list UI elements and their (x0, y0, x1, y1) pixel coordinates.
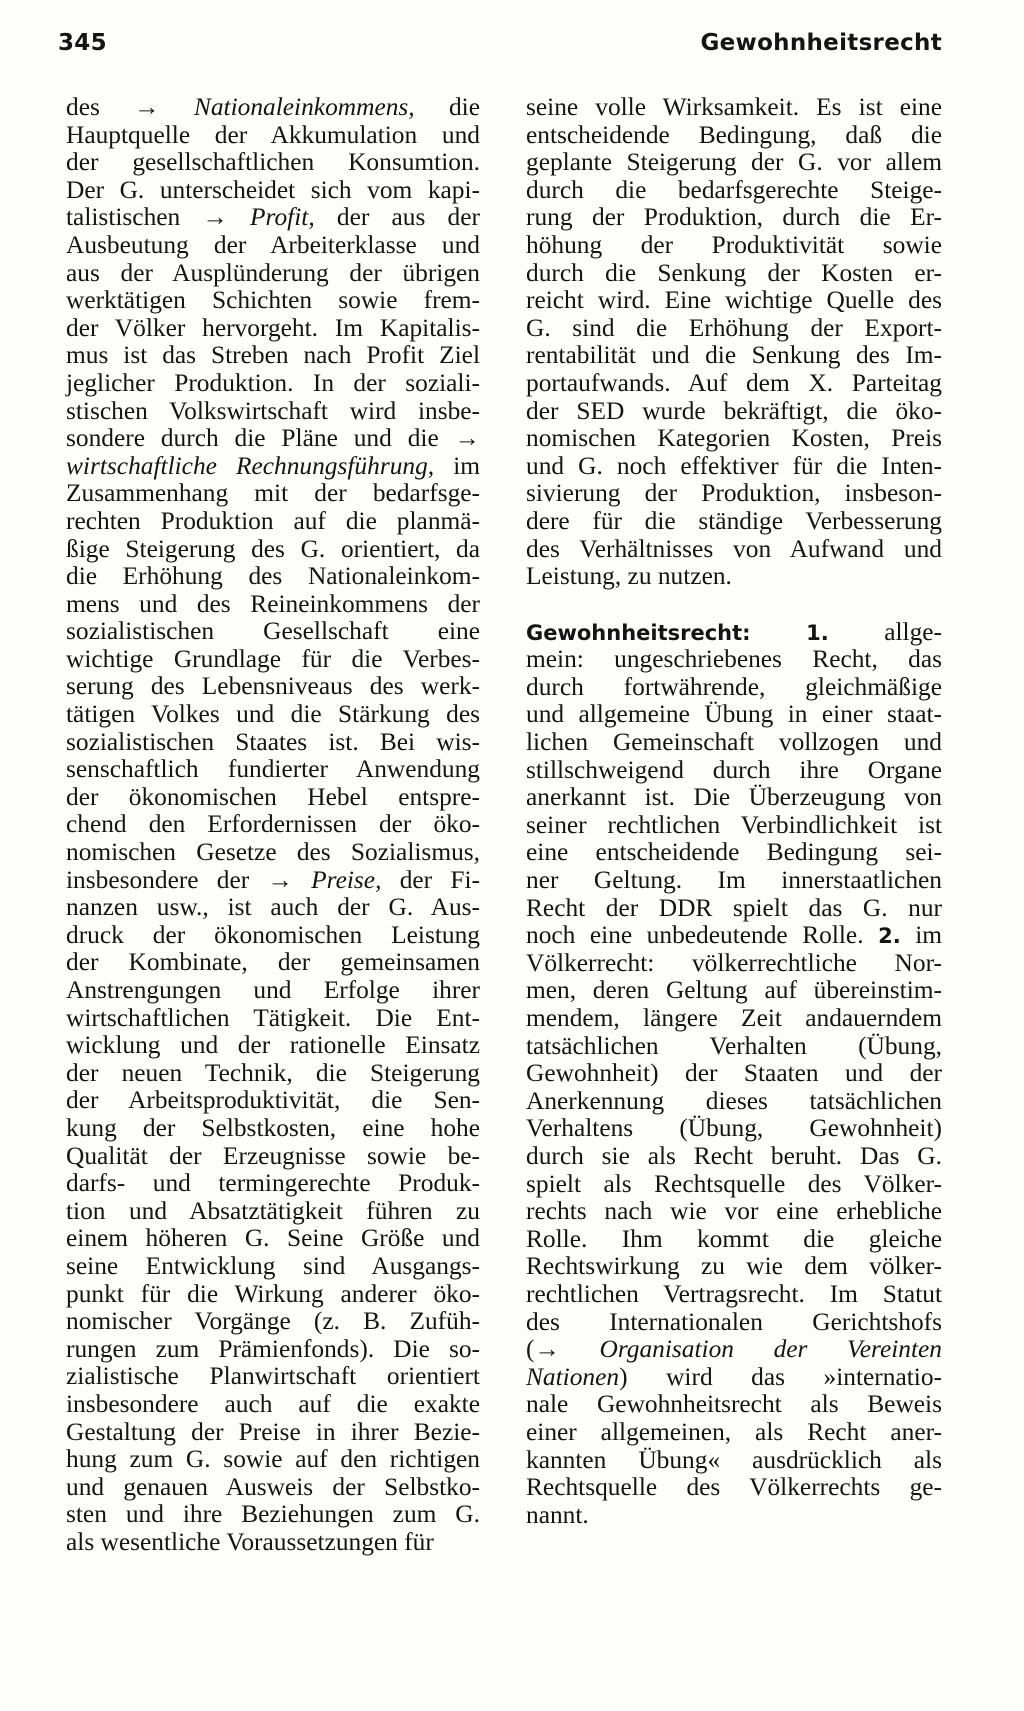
text-run: die Erhöhung des Nationaleinkom- (66, 562, 480, 591)
text-line (526, 1253, 942, 1281)
text-line (66, 618, 480, 646)
text-run: werktätigen Schichten sowie frem- (66, 286, 480, 315)
text-run: des (66, 93, 135, 121)
text-line (526, 1115, 942, 1143)
reference-arrow-icon: → (134, 93, 160, 121)
text-line (66, 453, 480, 481)
text-line (526, 425, 942, 453)
text-line (66, 1363, 480, 1391)
text-run: sivierung der Produktion, insbeson- (526, 479, 942, 508)
text-run: tion und Absatztätigkeit führen zu (66, 1196, 480, 1225)
text-run: jeglicher Produktion. In der soziali- (66, 368, 480, 397)
text-run: eine entscheidende Bedingung sei- (526, 838, 942, 867)
text-run: portaufwands. Auf dem X. Parteitag (526, 368, 942, 397)
text-run: und allgemeine Übung in einer staat- (526, 700, 942, 729)
text-run: Ausbeutung der Arbeiterklasse und (66, 230, 480, 259)
text-line (66, 839, 480, 867)
text-line (66, 756, 480, 784)
text-run (560, 1335, 600, 1363)
text-line (66, 922, 480, 950)
text-line (526, 1391, 942, 1419)
text-run: nanzen usw., ist auch der G. Aus- (66, 893, 480, 922)
text-line (66, 315, 480, 343)
text-run: chend den Erfordernissen der öko- (66, 810, 480, 839)
text-line (66, 784, 480, 812)
text-run: Zusammenhang mit der bedarfsge- (66, 479, 480, 508)
text-line (526, 1336, 942, 1364)
text-run: im (434, 451, 480, 480)
text-run: mendem, längere Zeit andauerndem (526, 1004, 942, 1032)
text-line (526, 1226, 942, 1254)
text-line (66, 1308, 480, 1336)
text-line (66, 370, 480, 398)
text-line (526, 1474, 942, 1502)
text-line (526, 204, 942, 232)
text-run: im (900, 921, 942, 950)
text-line (526, 977, 942, 1005)
text-line (66, 1032, 480, 1060)
text-line (526, 922, 942, 950)
text-line (66, 977, 480, 1005)
reference-arrow-icon: → (454, 424, 480, 453)
text-line (66, 508, 480, 536)
text-line (526, 232, 942, 260)
text-run: durch sie als Recht beruht. Das G. (526, 1141, 942, 1170)
text-run: noch eine unbedeutende Rolle. (526, 921, 879, 950)
text-line (526, 1198, 942, 1226)
text-run: Anerkennung dieses tatsächlichen (526, 1086, 942, 1115)
text-line (526, 757, 942, 785)
text-line (66, 701, 480, 729)
text-line (66, 1474, 480, 1502)
text-run: durch die Senkung der Kosten er- (526, 258, 942, 287)
text-run: sondere durch die Pläne und die (66, 424, 455, 453)
text-run: Anstrengungen und Erfolge ihrer (66, 976, 480, 1004)
text-run: rechts nach wie vor eine erhebliche (526, 1197, 942, 1226)
text-run: allge- (828, 617, 942, 646)
text-line (66, 867, 480, 895)
text-run: ( (526, 1335, 535, 1364)
text-line (66, 122, 480, 150)
text-run: Völkerrecht: völkerrechtliche Nor- (526, 948, 942, 977)
text-line (526, 1060, 942, 1088)
text-run: sozialistischen Staates ist. Bei wis- (66, 727, 480, 756)
text-run: mus ist das Streben nach Profit Ziel (66, 341, 480, 370)
running-head: Gewohnheitsrecht (700, 30, 942, 56)
text-line (66, 1391, 480, 1419)
text-run: insbesondere auch auf die exakte (66, 1389, 480, 1418)
text-run: Rechtswirkung zu wie dem völker- (526, 1252, 942, 1281)
reference-arrow-icon: → (534, 1335, 560, 1364)
text-run: insbesondere der (66, 865, 268, 894)
text-line (526, 701, 942, 729)
text-line (526, 122, 942, 150)
text-line (526, 1502, 942, 1530)
text-line (526, 1447, 942, 1475)
text-run: seine Entwicklung sind Ausgangs- (66, 1251, 480, 1280)
text-run: Verhaltens (Übung, Gewohnheit) (526, 1114, 942, 1143)
text-line (66, 1143, 480, 1171)
text-line (526, 812, 942, 840)
left-column (66, 94, 480, 1556)
text-run: punkt für die Wirkung anderer öko- (66, 1279, 480, 1308)
text-line (66, 1005, 480, 1033)
text-line (66, 1336, 480, 1364)
paragraph-gap (526, 591, 942, 619)
cross-reference: Nationen (526, 1362, 620, 1391)
text-line (66, 260, 480, 288)
text-line (66, 646, 480, 674)
cross-reference: wirtschaftliche Rechnungsführung, (66, 451, 435, 480)
sense-number: 1. (806, 620, 829, 645)
text-line (526, 1419, 942, 1447)
text-run: als wesentliche Voraussetzungen für (66, 1527, 434, 1556)
text-line (526, 342, 942, 370)
text-run: hung zum G. sowie auf den richtigen (66, 1445, 480, 1474)
text-run: wicklung und der rationelle Einsatz (66, 1031, 480, 1060)
text-line (526, 370, 942, 398)
text-run: des Internationalen Gerichtshofs (526, 1307, 942, 1336)
text-line (526, 149, 942, 177)
text-run: nomischen Gesetze des Sozialismus, (66, 838, 480, 867)
text-line (66, 177, 480, 205)
sense-number: 2. (878, 924, 901, 949)
text-run: kannten Übung« ausdrücklich als (526, 1445, 942, 1474)
text-run: höhung der Produktivität sowie (526, 230, 942, 259)
text-run: men, deren Geltung auf übereinstim- (526, 976, 942, 1005)
text-run: des Verhältnisses von Aufwand und (526, 534, 942, 563)
text-line (66, 149, 480, 177)
text-run: spielt als Rechtsquelle des Völker- (526, 1169, 942, 1198)
text-line (526, 1143, 942, 1171)
page-header (58, 30, 942, 64)
text-run: ner Geltung. Im innerstaatlichen (526, 866, 942, 895)
text-line (66, 1198, 480, 1226)
text-line (526, 867, 942, 895)
text-line (526, 480, 942, 508)
text-run: einer allgemeinen, als Recht aner- (526, 1417, 942, 1446)
text-line (526, 1281, 942, 1309)
text-run: geplante Steigerung der G. vor allem (526, 148, 942, 177)
text-run: Gestaltung der Preise in ihrer Bezie- (66, 1417, 480, 1446)
text-line (526, 895, 942, 923)
text-run: Qualität der Erzeugnisse sowie be- (66, 1141, 480, 1170)
text-run: serung des Lebensniveaus des werk- (66, 672, 480, 701)
text-line (526, 398, 942, 426)
right-column (526, 94, 942, 1529)
text-run: reicht wird. Eine wichtige Quelle des (526, 286, 942, 315)
text-run: rentabilität und die Senkung des Im- (526, 341, 942, 370)
text-run: Der G. unterscheidet sich vom kapi- (66, 175, 480, 204)
text-run: der Arbeitsproduktivität, die Sen- (66, 1086, 480, 1115)
text-run: mens und des Reineinkommens der (66, 589, 480, 618)
text-line (526, 619, 942, 647)
text-run (751, 618, 807, 646)
text-line (66, 94, 480, 122)
text-line (526, 1364, 942, 1392)
text-line (66, 1281, 480, 1309)
text-run: der neuen Technik, die Steigerung (66, 1058, 480, 1087)
text-line (526, 1033, 942, 1061)
text-line (526, 315, 942, 343)
text-run: rung der Produktion, durch die Er- (526, 203, 942, 232)
text-line (66, 591, 480, 619)
text-run: seiner rechtlichen Verbindlichkeit ist (526, 810, 942, 839)
reference-arrow-icon: → (267, 865, 293, 894)
cross-reference: Preise, (311, 865, 382, 894)
text-line (66, 949, 480, 977)
text-line (66, 729, 480, 757)
text-run: sten und ihre Beziehungen zum G. (66, 1500, 480, 1529)
text-line (66, 1170, 480, 1198)
text-run: der Kombinate, der gemeinsamen (66, 948, 480, 977)
entry-headword: Gewohnheitsrecht: (526, 620, 751, 645)
text-line (66, 287, 480, 315)
text-run: darfs- und termingerechte Produk- (66, 1169, 480, 1198)
text-run: der SED wurde bekräftigt, die öko- (526, 396, 942, 425)
cross-reference: Profit, (250, 203, 315, 232)
text-run: lichen Gemeinschaft vollzogen und (526, 728, 942, 757)
text-run (160, 93, 194, 121)
text-run: rechtlichen Vertragsrecht. Im Statut (526, 1279, 942, 1308)
text-line (526, 563, 942, 591)
text-line (66, 1253, 480, 1281)
text-line (66, 232, 480, 260)
text-run: der Völker hervorgeht. Im Kapitalis- (66, 313, 480, 342)
text-run: G. sind die Erhöhung der Export- (526, 313, 942, 342)
text-line (66, 398, 480, 426)
text-line (526, 1088, 942, 1116)
text-line (66, 811, 480, 839)
text-line (526, 287, 942, 315)
text-line (526, 1171, 942, 1199)
text-line (66, 342, 480, 370)
text-run: wirtschaftlichen Tätigkeit. Die Ent- (66, 1003, 480, 1032)
text-line (526, 1005, 942, 1033)
text-run (228, 203, 250, 231)
text-line (526, 674, 942, 702)
text-run: durch die bedarfsgerechte Steige- (526, 175, 942, 204)
text-line (66, 536, 480, 564)
cross-reference: Nationaleinkommens, (193, 93, 415, 121)
text-run: Rolle. Ihm kommt die gleiche (526, 1224, 942, 1253)
text-run: und genauen Ausweis der Selbstko- (66, 1472, 480, 1501)
text-run: nale Gewohnheitsrecht als Beweis (526, 1390, 942, 1419)
text-line (66, 425, 480, 453)
text-run: Hauptquelle der Akkumulation und (66, 120, 480, 149)
text-run: der ökonomischen Hebel entspre- (66, 782, 480, 811)
text-run: Leistung, zu nutzen. (526, 562, 732, 591)
text-run: anerkannt ist. Die Überzeugung von (526, 783, 942, 812)
text-run: zialistische Planwirtschaft orientiert (66, 1362, 480, 1391)
text-run: stischen Volkswirtschaft wird insbe- (66, 396, 480, 425)
text-run: und G. noch effektiver für die Inten- (526, 451, 942, 480)
text-line (526, 729, 942, 757)
text-run: ) wird das »internatio- (619, 1362, 942, 1391)
text-line (66, 1446, 480, 1474)
text-run: einem höheren G. Seine Größe und (66, 1224, 480, 1253)
text-run: druck der ökonomischen Leistung (66, 920, 480, 949)
text-run: nomischen Kategorien Kosten, Preis (526, 424, 942, 453)
text-run: nomischer Vorgänge (z. B. Zufüh- (66, 1307, 480, 1336)
text-run: rungen zum Prämienfonds). Die so- (66, 1334, 480, 1363)
text-run: der aus der (314, 203, 480, 232)
text-run: Gewohnheit) der Staaten und der (526, 1059, 942, 1088)
text-line (526, 839, 942, 867)
text-run: Recht der DDR spielt das G. nur (526, 893, 942, 922)
reference-arrow-icon: → (202, 203, 228, 232)
text-line (526, 260, 942, 288)
text-run: entscheidende Bedingung, daß die (526, 120, 942, 149)
text-line (66, 1529, 480, 1557)
text-run: stillschweigend durch ihre Organe (526, 755, 942, 784)
text-line (66, 1419, 480, 1447)
text-run: ßige Steigerung des G. orientiert, da (66, 534, 480, 563)
text-run: rechten Produktion auf die planmä- (66, 506, 480, 535)
text-run: der gesellschaftlichen Konsumtion. (66, 148, 480, 177)
text-line (66, 1501, 480, 1529)
text-run: tätigen Volkes und die Stärkung des (66, 700, 480, 729)
text-run: wichtige Grundlage für die Verbes- (66, 644, 480, 673)
text-run: sozialistischen Gesellschaft eine (66, 617, 480, 646)
text-line (66, 894, 480, 922)
text-run: die (414, 93, 480, 121)
text-line (66, 563, 480, 591)
text-run: der Fi- (381, 865, 480, 894)
text-run: durch fortwährende, gleichmäßige (526, 672, 942, 701)
text-run: tatsächlichen Verhalten (Übung, (526, 1031, 942, 1060)
text-run: senschaftlich fundierter Anwendung (66, 755, 480, 784)
text-line (526, 453, 942, 481)
text-line (66, 480, 480, 508)
text-line (66, 1225, 480, 1253)
text-line (66, 204, 480, 232)
page-number: 345 (58, 30, 107, 56)
text-run: talistischen (66, 203, 203, 232)
text-line (66, 1087, 480, 1115)
text-line (526, 94, 942, 122)
cross-reference: Organisation der Vereinten (599, 1335, 942, 1364)
text-line (66, 1060, 480, 1088)
text-line (526, 950, 942, 978)
text-line (66, 1115, 480, 1143)
text-line (526, 177, 942, 205)
text-line (526, 784, 942, 812)
text-line (526, 1309, 942, 1337)
text-run: mein: ungeschriebenes Recht, das (526, 645, 942, 674)
text-run: aus der Ausplünderung der übrigen (66, 258, 480, 287)
text-line (526, 536, 942, 564)
text-line (526, 646, 942, 674)
text-line (526, 508, 942, 536)
text-run (293, 866, 311, 894)
text-run: nannt. (526, 1500, 589, 1529)
text-run: seine volle Wirksamkeit. Es ist eine (526, 93, 942, 121)
text-line (66, 673, 480, 701)
text-run: dere für die ständige Verbesserung (526, 506, 942, 535)
text-run: Rechtsquelle des Völkerrechts ge- (526, 1473, 942, 1502)
text-run: kung der Selbstkosten, eine hohe (66, 1113, 480, 1142)
